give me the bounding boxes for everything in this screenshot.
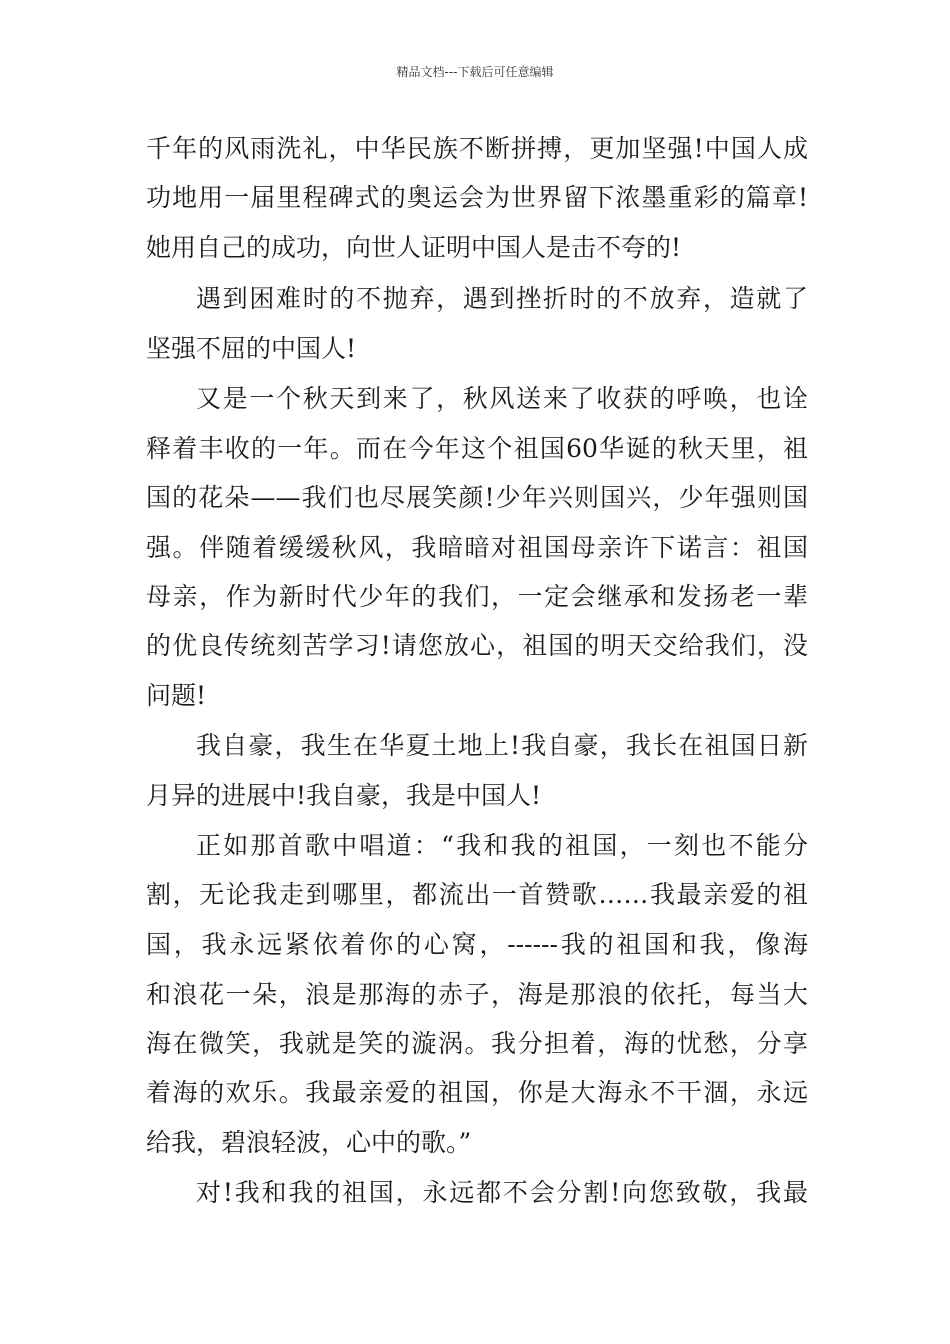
- text-line: 海在微笑，我就是笑的漩涡。我分担着，海的忧愁，分享: [146, 1029, 808, 1058]
- text-line: 割，无论我走到哪里，都流出一首赞歌……我最亲爱的祖: [146, 880, 808, 909]
- paragraph-first-line: 对!我和我的祖国，永远都不会分割!向您致敬，我最: [196, 1178, 808, 1207]
- text-line: 着海的欢乐。我最亲爱的祖国，你是大海永不干涸，永远: [146, 1078, 808, 1107]
- paragraph-first-line: 正如那首歌中唱道：“我和我的祖国，一刻也不能分: [196, 831, 808, 860]
- text-line: 问题!: [146, 681, 207, 710]
- text-line: 的优良传统刻苦学习!请您放心，祖国的明天交给我们，没: [146, 631, 808, 660]
- text-line: 母亲，作为新时代少年的我们，一定会继承和发扬老一辈: [146, 582, 808, 611]
- text-line: 千年的风雨洗礼，中华民族不断拼搏，更加坚强!中国人成: [146, 134, 808, 163]
- text-line: 她用自己的成功，向世人证明中国人是击不夸的!: [146, 233, 682, 262]
- text-line: 功地用一届里程碑式的奥运会为世界留下浓墨重彩的篇章!: [146, 183, 808, 212]
- text-line: 国，我永远紧依着你的心窝，------我的祖国和我，像海: [146, 930, 808, 959]
- paragraph-first-line: 又是一个秋天到来了，秋风送来了收获的呼唤，也诠: [196, 384, 808, 413]
- paragraph-first-line: 我自豪，我生在华夏土地上!我自豪，我长在祖国日新: [196, 731, 808, 760]
- text-line: 释着丰收的一年。而在今年这个祖国60华诞的秋天里，祖: [146, 434, 808, 463]
- text-line: 给我，碧浪轻波，心中的歌。”: [146, 1128, 472, 1157]
- text-line: 坚强不屈的中国人!: [146, 334, 357, 363]
- page-header: 精品文档---下载后可任意编辑: [396, 65, 554, 79]
- text-line: 强。伴随着缓缓秋风，我暗暗对祖国母亲许下诺言：祖国: [146, 533, 808, 562]
- text-line: 国的花朵——我们也尽展笑颜!少年兴则国兴，少年强则国: [146, 483, 808, 512]
- text-line: 和浪花一朵，浪是那海的赤子，海是那浪的依托，每当大: [146, 980, 808, 1009]
- paragraph-first-line: 遇到困难时的不抛弃，遇到挫折时的不放弃，造就了: [196, 284, 808, 313]
- text-line: 月异的进展中!我自豪，我是中国人!: [146, 781, 542, 810]
